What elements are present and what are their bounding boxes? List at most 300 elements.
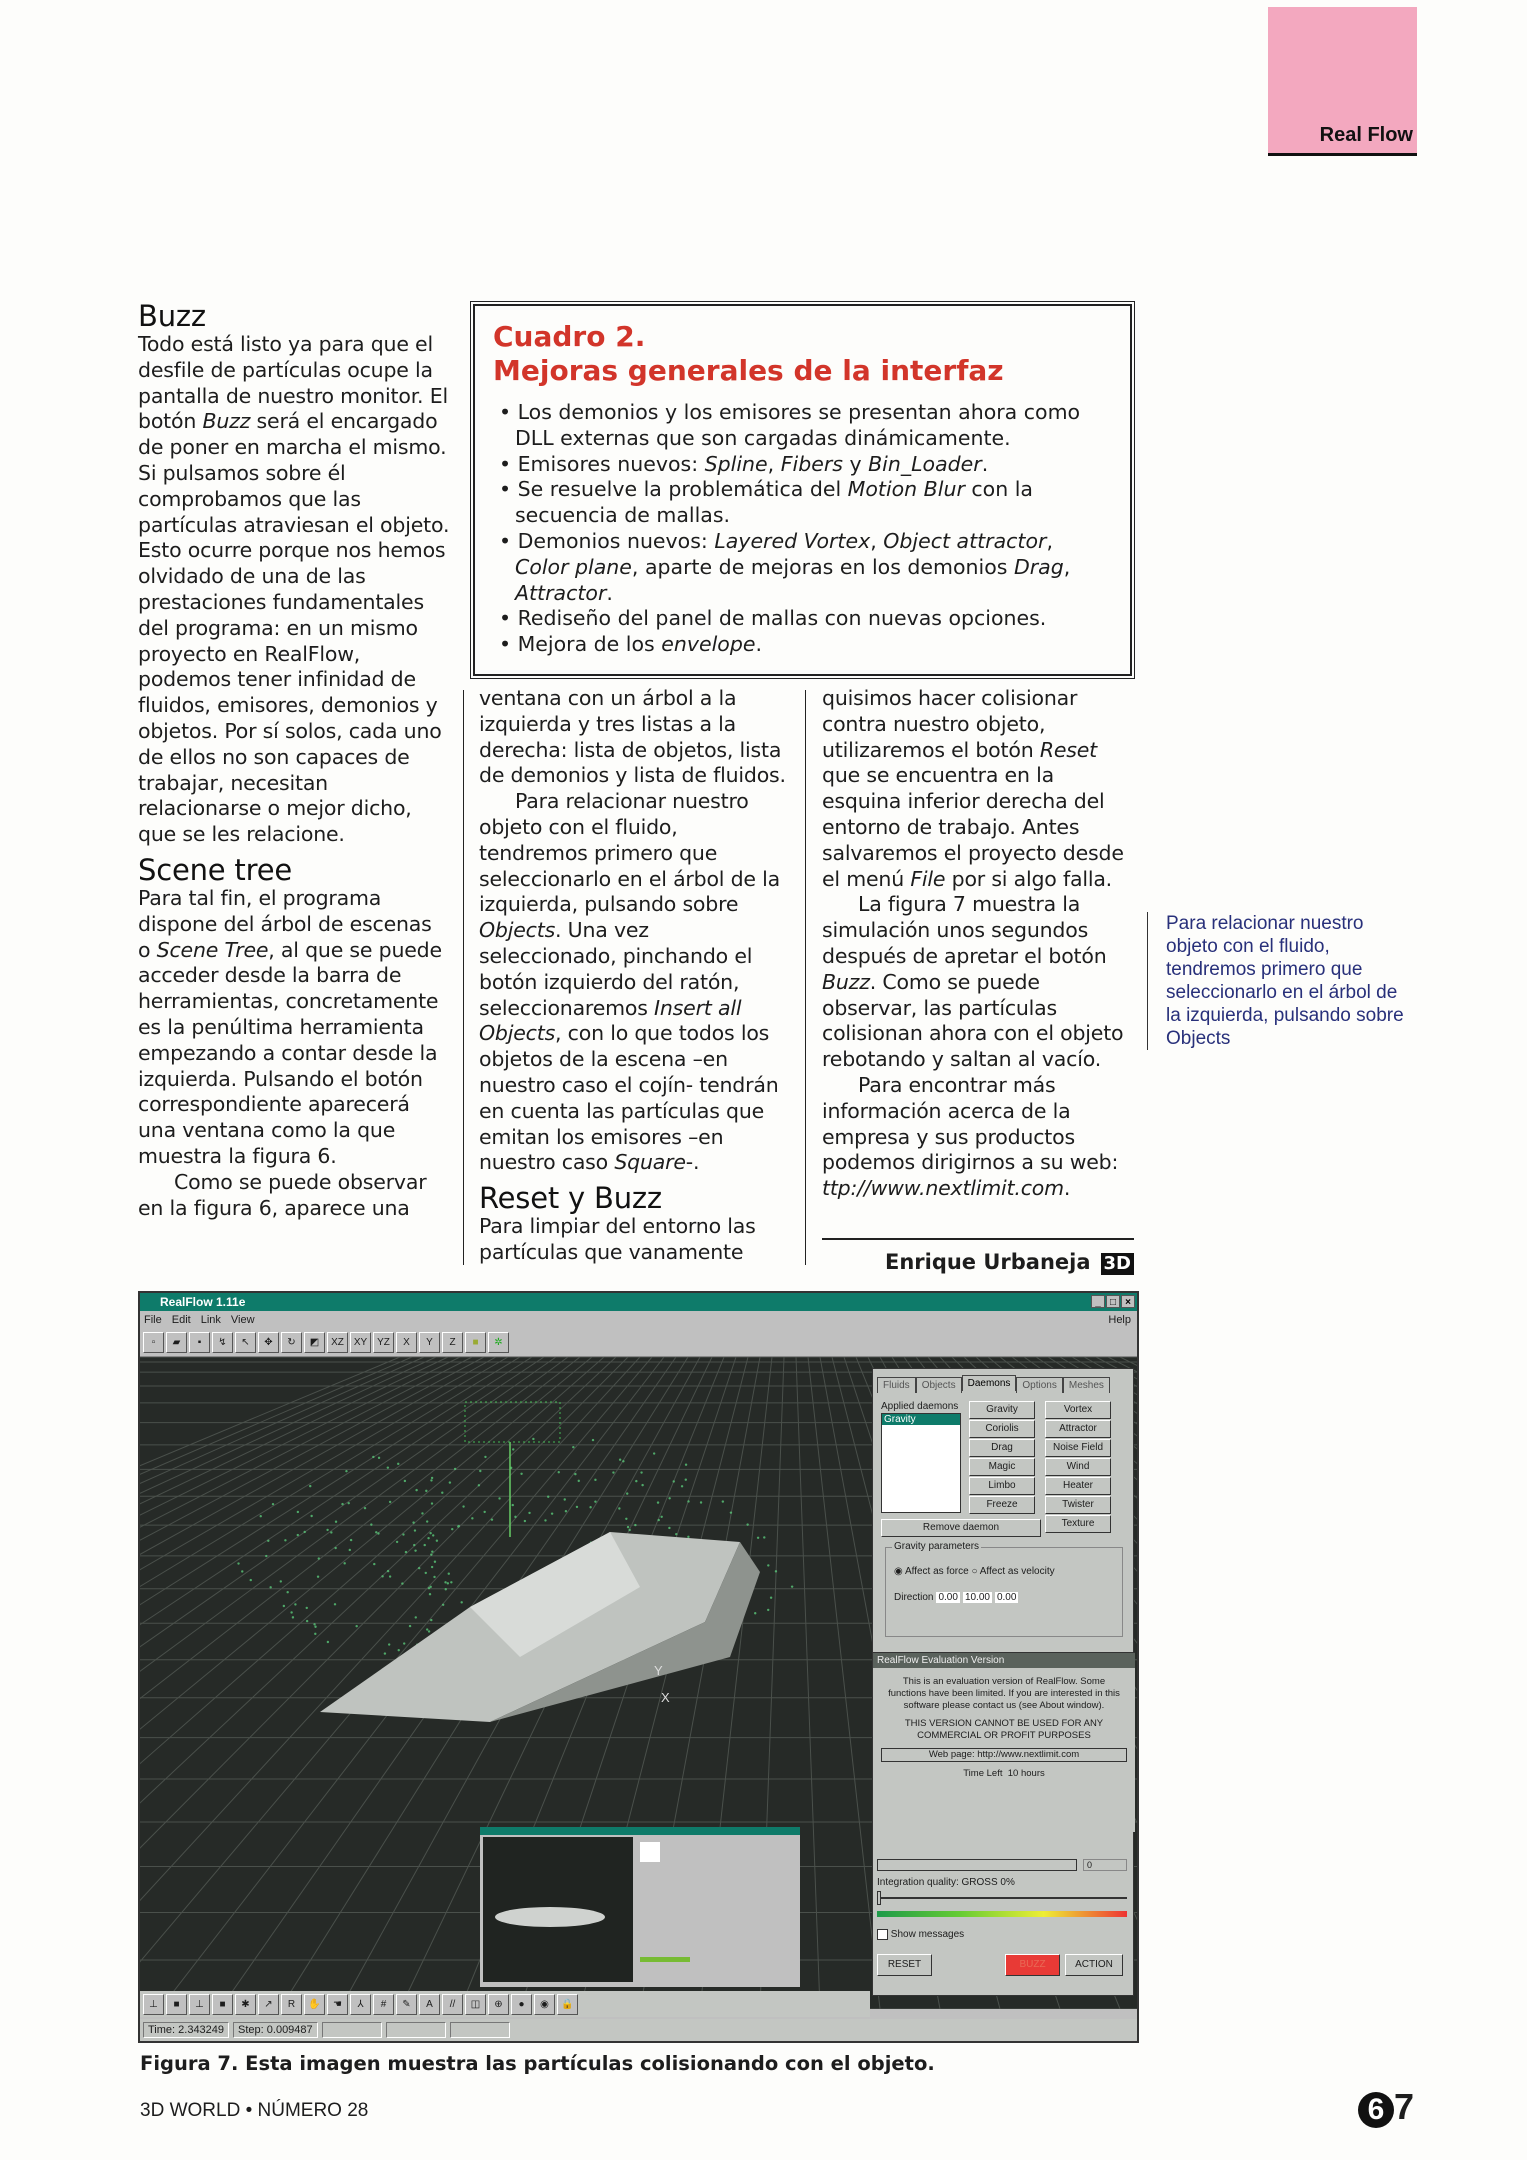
- particle: [428, 1630, 430, 1632]
- particle: [260, 1515, 262, 1517]
- text: Para encontrar más información acerca de la empresa y sus productos podemos dirigirnos a su web:: [822, 1072, 1119, 1175]
- particle: [269, 1586, 271, 1588]
- pull-quote: Para relacionar nuestro objeto con el fluido, tendremos primero que seleccionarlo en el árbol de la izquierda, pulsando sobre Objects: [1147, 912, 1407, 1050]
- particle: [685, 1479, 687, 1481]
- tool-icon[interactable]: ✋: [304, 1994, 325, 2015]
- particle: [574, 1473, 576, 1475]
- close-icon[interactable]: ×: [1121, 1295, 1135, 1308]
- open-icon[interactable]: ▰: [166, 1332, 187, 1353]
- paragraph: [138, 1170, 450, 1222]
- tab-fluids[interactable]: Fluids: [877, 1377, 916, 1393]
- particle: [451, 1528, 453, 1530]
- text: ventana con un árbol a la izquierda y tres listas a la derecha: lista de objetos, lista de demonios y lista de fluidos.: [479, 686, 786, 788]
- buzz-button[interactable]: BUZZ: [1005, 1954, 1060, 1976]
- particle: [775, 1570, 777, 1572]
- particle: [398, 1649, 400, 1651]
- divider: [463, 690, 464, 1265]
- toolbar: [140, 1329, 1137, 1357]
- particle: [283, 1605, 285, 1607]
- daemon-magic-button[interactable]: Magic: [969, 1458, 1035, 1476]
- particle: [403, 1642, 405, 1644]
- particle: [241, 1570, 243, 1572]
- text: Demonios nuevos:: [517, 528, 715, 553]
- particle: [405, 1551, 407, 1553]
- particle: [433, 1576, 435, 1578]
- italic-text: Reset: [1039, 737, 1097, 762]
- text: . Una vez seleccionado, pinchando el botón izquierdo del ratón, seleccionaremos: [479, 918, 753, 1020]
- text: Todo está listo ya para que el desfile de partículas ocupe la pantalla de nuestro monitor. El botón: [138, 332, 448, 434]
- particle: [387, 1570, 389, 1572]
- list-item: [493, 477, 1112, 529]
- particle: [429, 1532, 431, 1534]
- menu-view[interactable]: View: [230, 1314, 255, 1326]
- particle: [378, 1457, 380, 1459]
- figure-screenshot: [138, 1291, 1139, 2043]
- view-xz-button[interactable]: XZ: [327, 1332, 348, 1353]
- status-field: [386, 2022, 446, 2038]
- particle: [364, 1507, 366, 1509]
- particle: [397, 1463, 399, 1465]
- particles-icon[interactable]: ✲: [488, 1332, 509, 1353]
- particle: [415, 1489, 417, 1491]
- particle: [330, 1531, 332, 1533]
- tool-icon[interactable]: 🔒: [557, 1994, 578, 2015]
- column-2: [479, 686, 791, 1266]
- status-bar: [140, 2019, 1137, 2041]
- integration-quality-label: Integration quality: GROSS 0%: [877, 1877, 1015, 1888]
- particle: [434, 1561, 436, 1563]
- text: Para limpiar del entorno las partículas que vanamente: [479, 1214, 756, 1264]
- direction-label: Direction: [894, 1592, 934, 1603]
- text: será el encargado de poner en marcha el mismo. Si pulsamos sobre él comprobamos que las partículas atraviesan el objeto. Esto ocurre porque nos hemos olvidado de una de las prestaciones fundamentales del programa: en un mismo proyecto en RealFlow, podemos tener infinidad de fluidos, emisores, demonios y objetos. Por sí solos, cada uno de ellos no son capaces de trabajar, necesitan relacionarse o mejor dicho, que se les relacione.: [138, 409, 450, 847]
- paragraph: [138, 332, 450, 848]
- daemon-wind-button[interactable]: Wind: [1045, 1458, 1111, 1476]
- box-list: [493, 400, 1112, 658]
- particle: [657, 1501, 659, 1503]
- tool-icon[interactable]: ■: [212, 1994, 233, 2015]
- particle: [448, 1573, 450, 1575]
- particle: [618, 1507, 620, 1509]
- text: La figura 7 muestra la simulación unos segundos después de apretar el botón: [822, 892, 1107, 968]
- progress-value: 0: [1083, 1859, 1127, 1871]
- daemon-texture-button[interactable]: Texture: [1045, 1515, 1111, 1533]
- tool-icon[interactable]: A: [419, 1994, 440, 2015]
- time-left-label: Time Left: [963, 1768, 1003, 1779]
- nested-window-thumbnail: [480, 1827, 800, 1987]
- status-field: [322, 2022, 382, 2038]
- particle: [625, 1518, 627, 1520]
- particle: [429, 1593, 431, 1595]
- tool-icon[interactable]: ⅄: [350, 1994, 371, 2015]
- particle: [544, 1519, 546, 1521]
- particle: [622, 1460, 624, 1462]
- paragraph: [479, 686, 791, 789]
- menu-edit[interactable]: Edit: [171, 1314, 191, 1326]
- particle: [431, 1566, 433, 1568]
- menu-link[interactable]: Link: [200, 1314, 221, 1326]
- particle: [627, 1526, 629, 1528]
- text: Los demonios y los emisores se presentan ahora como DLL externas que son cargadas dinámicamente.: [515, 400, 1081, 450]
- particle: [547, 1496, 549, 1498]
- section-heading: Scene tree: [138, 852, 292, 887]
- tool-icon[interactable]: //: [442, 1994, 463, 2015]
- particle: [754, 1612, 756, 1614]
- section-label: Real Flow: [1319, 124, 1413, 146]
- tool-icon[interactable]: ✎: [396, 1994, 417, 2015]
- italic-text: envelope: [661, 632, 756, 657]
- evaluation-dialog: [873, 1652, 1135, 1832]
- particle: [377, 1532, 379, 1534]
- paragraph: [479, 1214, 791, 1266]
- particle: [594, 1479, 596, 1481]
- particle: [460, 1601, 462, 1603]
- page-number: [1358, 2086, 1414, 2128]
- emitter-icon[interactable]: ■: [465, 1332, 486, 1353]
- axis-y-button[interactable]: Y: [419, 1332, 440, 1353]
- dialog-text: This is an evaluation version of RealFlow. Some functions have been limited. If you are interested in this software please contact us (see About window).: [888, 1676, 1120, 1711]
- particle: [730, 1511, 732, 1513]
- particle: [520, 1473, 522, 1475]
- radio-label: Affect as velocity: [979, 1566, 1055, 1577]
- particle: [635, 1480, 637, 1482]
- particle: [341, 1503, 343, 1505]
- particle: [326, 1529, 328, 1531]
- text: ,: [1046, 528, 1053, 553]
- daemon-freeze-button[interactable]: Freeze: [969, 1496, 1035, 1514]
- particle: [426, 1628, 428, 1630]
- daemon-gravity-button[interactable]: Gravity: [969, 1401, 1035, 1419]
- grid-line: [140, 1357, 400, 2009]
- particle: [791, 1585, 793, 1587]
- tool-icon[interactable]: ☚: [327, 1994, 348, 2015]
- particle: [722, 1500, 724, 1502]
- particle: [421, 1512, 423, 1514]
- particle: [558, 1471, 560, 1473]
- new-icon[interactable]: ▫: [143, 1332, 164, 1353]
- particle: [675, 1533, 677, 1535]
- tool-icon[interactable]: ⊥: [189, 1994, 210, 2015]
- move-icon[interactable]: ✥: [258, 1332, 279, 1353]
- column-3: [822, 686, 1134, 1202]
- daemon-drag-button[interactable]: Drag: [969, 1439, 1035, 1457]
- tool-icon[interactable]: ■: [166, 1994, 187, 2015]
- figure-caption: Figura 7. Esta imagen muestra las partículas colisionando con el objeto.: [140, 2052, 935, 2075]
- particle: [292, 1616, 294, 1618]
- select-icon[interactable]: ↖: [235, 1332, 256, 1353]
- gravity-parameters-group: [885, 1541, 1123, 1637]
- link-icon[interactable]: ↯: [212, 1332, 233, 1353]
- particle: [442, 1604, 444, 1606]
- tool-icon[interactable]: ✱: [235, 1994, 256, 2015]
- particle: [431, 1550, 433, 1552]
- particle: [415, 1616, 417, 1618]
- particle: [404, 1480, 406, 1482]
- italic-text: Attractor: [515, 580, 607, 605]
- particle: [658, 1519, 660, 1521]
- text: Rediseño del panel de mallas con nuevas opciones.: [517, 606, 1047, 631]
- daemon-twister-button[interactable]: Twister: [1045, 1496, 1111, 1514]
- text: Emisores nuevos:: [517, 451, 705, 476]
- tool-icon[interactable]: #: [373, 1994, 394, 2015]
- tab-options[interactable]: Options: [1016, 1377, 1062, 1393]
- particle: [462, 1505, 464, 1507]
- axis-x-button[interactable]: X: [396, 1332, 417, 1353]
- particle: [314, 1633, 316, 1635]
- quality-slider[interactable]: [877, 1897, 1127, 1899]
- tab-meshes[interactable]: Meshes: [1063, 1377, 1110, 1393]
- save-icon[interactable]: ▪: [189, 1332, 210, 1353]
- particle: [389, 1575, 391, 1577]
- particle: [334, 1547, 336, 1549]
- particle: [401, 1582, 403, 1584]
- particle: [381, 1575, 383, 1577]
- text: que se encuentra en la esquina inferior derecha del entorno de trabajo. Antes salvaremos el proyecto desde el menú: [822, 763, 1124, 891]
- particle: [414, 1549, 416, 1551]
- particle: [572, 1446, 574, 1448]
- tool-icon[interactable]: ⊕: [488, 1994, 509, 2015]
- tool-icon[interactable]: ◉: [534, 1994, 555, 2015]
- particle: [314, 1626, 316, 1628]
- particle: [457, 1525, 459, 1527]
- list-item[interactable]: Gravity: [882, 1414, 960, 1425]
- page-number-digit: 6: [1358, 2092, 1394, 2128]
- time-left-value: 10 hours: [1007, 1768, 1045, 1779]
- particle: [350, 1539, 352, 1541]
- particle: [373, 1563, 375, 1565]
- axis-x-label: X: [661, 1690, 670, 1705]
- web-link[interactable]: Web page: http://www.nextlimit.com: [881, 1748, 1127, 1762]
- action-button[interactable]: ACTION: [1065, 1954, 1123, 1976]
- window-titlebar: [140, 1293, 1137, 1311]
- divider: [805, 690, 806, 1265]
- particle: [491, 1518, 493, 1520]
- italic-text: Square: [614, 1150, 686, 1175]
- particle: [317, 1576, 319, 1578]
- particle: [640, 1471, 642, 1473]
- particle: [512, 1448, 514, 1450]
- daemon-attractor-button[interactable]: Attractor: [1045, 1420, 1111, 1438]
- particle: [370, 1523, 372, 1525]
- particle: [576, 1506, 578, 1508]
- particle: [294, 1603, 296, 1605]
- particle: [428, 1587, 430, 1589]
- particle: [498, 1497, 500, 1499]
- group-label: Gravity parameters: [894, 1541, 980, 1552]
- particle: [418, 1567, 420, 1569]
- author-byline: [822, 1238, 1134, 1275]
- particle: [384, 1652, 386, 1654]
- list-item: [493, 632, 1112, 658]
- list-item: [493, 606, 1112, 632]
- show-messages-checkbox[interactable]: [877, 1929, 888, 1940]
- view-yz-button[interactable]: YZ: [373, 1332, 394, 1353]
- dialog-title: RealFlow Evaluation Version: [873, 1653, 1135, 1668]
- particle: [687, 1500, 689, 1502]
- daemon-noise-field-button[interactable]: Noise Field: [1045, 1439, 1111, 1457]
- particle: [372, 1456, 374, 1458]
- footer-publication: 3D WORLD • NÚMERO 28: [140, 2100, 369, 2121]
- particle: [592, 1439, 594, 1441]
- tool-icon[interactable]: ↗: [258, 1994, 279, 2015]
- particle: [297, 1534, 299, 1536]
- text: .: [755, 632, 762, 657]
- column-1: [138, 294, 450, 1221]
- particle: [265, 1555, 267, 1557]
- particle: [290, 1611, 292, 1613]
- text: quisimos hacer colisionar contra nuestro objeto, utilizaremos el botón: [822, 686, 1078, 762]
- paragraph: [479, 789, 791, 1176]
- particle: [430, 1619, 432, 1621]
- paragraph: [138, 886, 450, 1170]
- paragraph: [822, 1073, 1134, 1202]
- particle: [565, 1510, 567, 1512]
- particle: [619, 1459, 621, 1461]
- particle: [430, 1479, 432, 1481]
- particle: [426, 1520, 428, 1522]
- particle: [668, 1497, 670, 1499]
- tool-icon[interactable]: ●: [511, 1994, 532, 2015]
- reset-button[interactable]: RESET: [877, 1954, 932, 1976]
- daemon-vortex-button[interactable]: Vortex: [1045, 1401, 1111, 1419]
- particle: [355, 1625, 357, 1627]
- particle: [589, 1506, 591, 1508]
- progress-bar: [877, 1859, 1077, 1871]
- italic-text: Object attractor: [883, 528, 1047, 553]
- particle: [445, 1588, 447, 1590]
- text: y: [842, 451, 869, 476]
- particle: [532, 1438, 534, 1440]
- particle: [484, 1456, 486, 1458]
- menu-file[interactable]: File: [144, 1314, 162, 1326]
- particle: [757, 1537, 759, 1539]
- direction-y-input[interactable]: 10.00: [964, 1592, 990, 1603]
- particle: [304, 1531, 306, 1533]
- view-xy-button[interactable]: XY: [350, 1332, 371, 1353]
- italic-text: Drag: [1013, 554, 1064, 579]
- applied-daemons-label: Applied daemons: [881, 1401, 959, 1412]
- direction-z-input[interactable]: 0.00: [996, 1592, 1017, 1603]
- minimize-icon[interactable]: _: [1091, 1295, 1105, 1308]
- particle: [551, 1512, 553, 1514]
- radio-affect-force[interactable]: ◉: [894, 1566, 905, 1577]
- sidebar-box: [473, 304, 1132, 676]
- particle: [514, 1516, 516, 1518]
- particle: [327, 1641, 329, 1643]
- particle: [447, 1582, 449, 1584]
- italic-text: Color plane: [515, 554, 632, 579]
- particle: [297, 1511, 299, 1513]
- tab-objects[interactable]: Objects: [916, 1377, 962, 1393]
- text: Mejora de los: [517, 632, 662, 657]
- radio-affect-velocity[interactable]: ○: [971, 1566, 980, 1577]
- particle: [668, 1527, 670, 1529]
- particle: [335, 1521, 337, 1523]
- particle: [483, 1511, 485, 1513]
- particle: [375, 1531, 377, 1533]
- particle: [427, 1537, 429, 1539]
- particle: [396, 1541, 398, 1543]
- particle: [687, 1536, 689, 1538]
- dialog-warning: THIS VERSION CANNOT BE USED FOR ANY COMMERCIAL OR PROFIT PURPOSES: [904, 1718, 1104, 1741]
- particle: [306, 1607, 308, 1609]
- tool-icon[interactable]: R: [281, 1994, 302, 2015]
- box-title: Cuadro 2.: [493, 320, 646, 353]
- particle: [746, 1523, 748, 1525]
- slider-thumb[interactable]: [877, 1891, 881, 1905]
- tool-icon[interactable]: ◫: [465, 1994, 486, 2015]
- page-number-digit: 7: [1394, 2086, 1415, 2127]
- italic-text: Fibers: [780, 451, 843, 476]
- particle: [673, 1480, 675, 1482]
- particle: [387, 1466, 389, 1468]
- particle: [767, 1564, 769, 1566]
- daemons-panel: [872, 1368, 1134, 1996]
- particle: [628, 1529, 630, 1531]
- rotate-icon[interactable]: ↻: [281, 1332, 302, 1353]
- particle: [685, 1463, 687, 1465]
- particle: [700, 1501, 702, 1503]
- particle: [414, 1529, 416, 1531]
- particle: [388, 1643, 390, 1645]
- particle: [479, 1470, 481, 1472]
- direction-x-input[interactable]: 0.00: [938, 1592, 958, 1603]
- daemon-heater-button[interactable]: Heater: [1045, 1477, 1111, 1495]
- italic-text: Buzz: [822, 969, 870, 994]
- particle: [524, 1520, 526, 1522]
- text: Para relacionar nuestro objeto con el fluido, tendremos primero que seleccionarlo en el árbol de la izquierda, pulsando sobre: [479, 789, 781, 917]
- radio-label: Affect as force: [904, 1566, 969, 1577]
- box-subtitle: Mejoras generales de la interfaz: [493, 354, 1004, 387]
- particle: [641, 1484, 643, 1486]
- text: Para tal fin, el programa dispone del árbol de escenas o: [138, 885, 432, 962]
- list-item: [493, 452, 1112, 478]
- daemon-coriolis-button[interactable]: Coriolis: [969, 1420, 1035, 1438]
- scale-icon[interactable]: ◩: [304, 1332, 325, 1353]
- particle: [425, 1572, 427, 1574]
- applied-daemons-list[interactable]: [881, 1413, 961, 1513]
- particle: [310, 1515, 312, 1517]
- tool-icon[interactable]: ⊥: [143, 1994, 164, 2015]
- particle: [250, 1579, 252, 1581]
- particle: [634, 1524, 636, 1526]
- text: Se resuelve la problemática del: [517, 477, 848, 502]
- paragraph: [822, 892, 1134, 1073]
- italic-text: Motion Blur: [847, 477, 965, 502]
- menu-help[interactable]: Help: [1108, 1314, 1131, 1326]
- section-heading: Reset y Buzz: [479, 1181, 662, 1216]
- status-step: Step: 0.009487: [233, 2022, 318, 2038]
- remove-daemon-button[interactable]: Remove daemon: [881, 1519, 1041, 1537]
- paragraph: [822, 686, 1134, 892]
- particle: [770, 1597, 772, 1599]
- axis-z-button[interactable]: Z: [442, 1332, 463, 1353]
- particle: [681, 1485, 683, 1487]
- checkbox-label: Show messages: [890, 1929, 965, 1941]
- text: , aparte de mejoras en los demonios: [631, 554, 1014, 579]
- text: ,: [870, 528, 884, 553]
- section-heading: Buzz: [138, 299, 206, 333]
- italic-text: Insert all Objects: [479, 995, 742, 1046]
- window-title: RealFlow 1.11e: [160, 1295, 246, 1309]
- tab-daemons[interactable]: Daemons: [962, 1375, 1017, 1391]
- particle: [425, 1490, 427, 1492]
- particle: [450, 1581, 452, 1583]
- maximize-icon[interactable]: □: [1106, 1295, 1120, 1308]
- daemon-limbo-button[interactable]: Limbo: [969, 1477, 1035, 1495]
- particle: [578, 1480, 580, 1482]
- text: . Como se puede observar, las partículas colisionan ahora con el objeto rebotando y saltan al vacío.: [822, 969, 1124, 1072]
- particle: [430, 1553, 432, 1555]
